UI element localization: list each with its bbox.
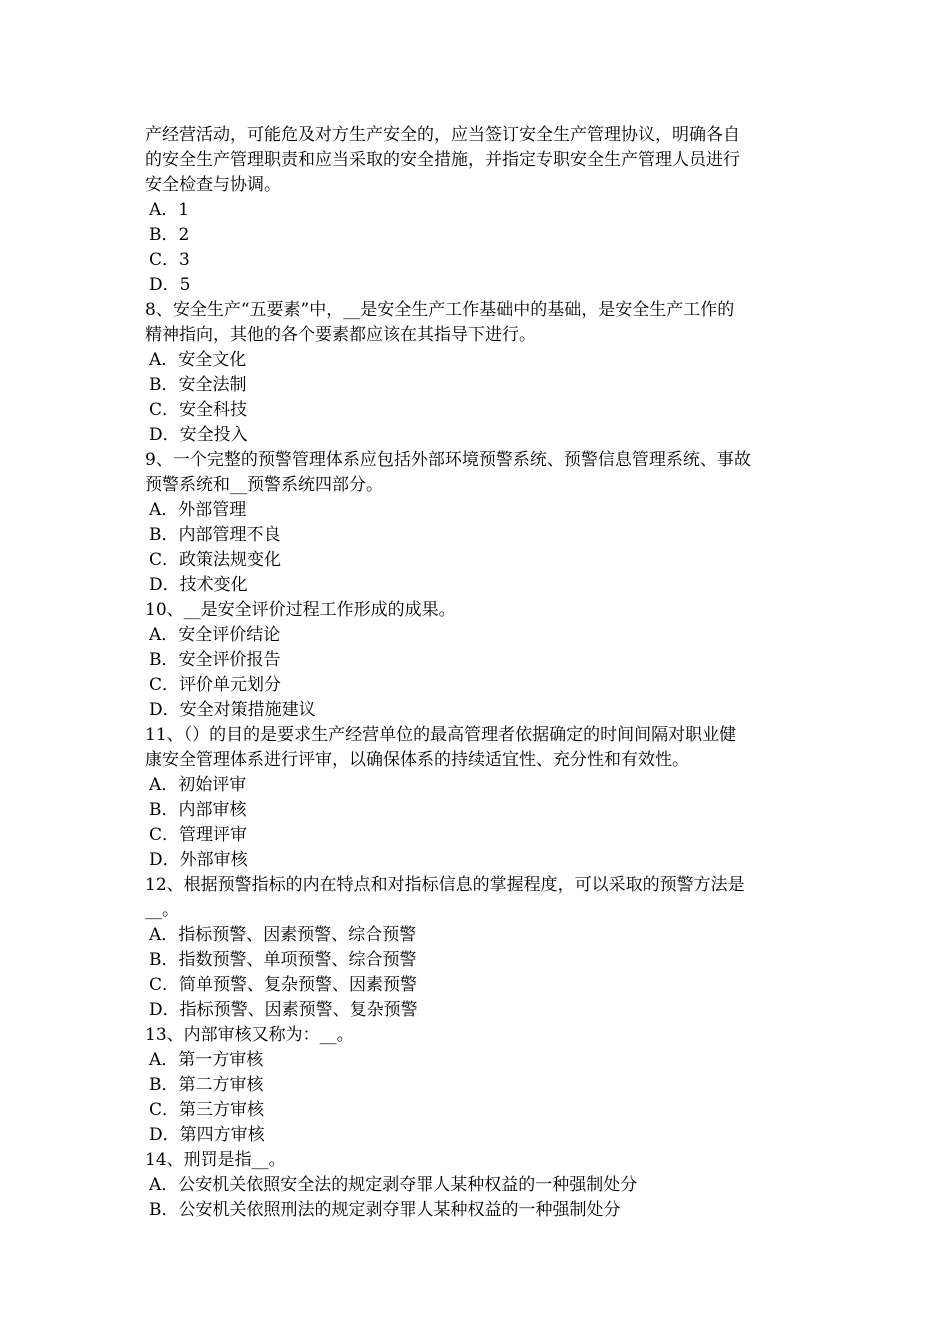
option-a: A．指标预警、因素预警、综合预警 xyxy=(149,925,417,945)
option-a: A．安全文化 xyxy=(149,350,247,370)
option-b: B．2 xyxy=(149,225,190,245)
option-c: C．管理评审 xyxy=(149,825,248,845)
question-11-text: 康安全管理体系进行评审，以确保体系的持续适宜性、充分性和有效性。 xyxy=(145,750,689,770)
option-c: C．3 xyxy=(149,250,190,270)
option-d: D．安全投入 xyxy=(149,425,248,445)
option-d: D．第四方审核 xyxy=(149,1125,265,1145)
question-8-text: 8、安全生产“五要素”中，__是安全生产工作基础中的基础，是安全生产工作的 xyxy=(145,300,735,320)
question-9-text: 预警系统和__预警系统四部分。 xyxy=(145,475,383,495)
option-a: A．外部管理 xyxy=(149,500,247,520)
option-c: C．政策法规变化 xyxy=(149,550,282,570)
document-page xyxy=(145,123,810,1223)
option-a: A．安全评价结论 xyxy=(149,625,281,645)
option-b: B．安全评价报告 xyxy=(149,650,281,670)
intro-line: 安全检查与协调。 xyxy=(145,175,281,195)
option-b: B．第二方审核 xyxy=(149,1075,264,1095)
option-b: B．指数预警、单项预警、综合预警 xyxy=(149,950,417,970)
option-a: A．1 xyxy=(149,200,190,220)
option-a: A．公安机关依照安全法的规定剥夺罪人某种权益的一种强制处分 xyxy=(149,1175,638,1195)
option-a: A．初始评审 xyxy=(149,775,247,795)
question-8-text: 精神指向，其他的各个要素都应该在其指导下进行。 xyxy=(145,325,536,345)
option-d: D．指标预警、因素预警、复杂预警 xyxy=(149,1000,418,1020)
question-14-text: 14、刑罚是指__。 xyxy=(145,1150,286,1170)
question-11-text: 11、（）的目的是要求生产经营单位的最高管理者依据确定的时间间隔对职业健 xyxy=(145,725,737,745)
option-b: B．内部审核 xyxy=(149,800,247,820)
option-c: C．评价单元划分 xyxy=(149,675,282,695)
question-12-text: 12、根据预警指标的内在特点和对指标信息的掌握程度，可以采取的预警方法是 xyxy=(145,875,745,895)
option-b: B．安全法制 xyxy=(149,375,247,395)
question-12-text: __。 xyxy=(145,900,179,920)
option-b: B．内部管理不良 xyxy=(149,525,281,545)
option-d: D．安全对策措施建议 xyxy=(149,700,316,720)
question-13-text: 13、内部审核又称为：__。 xyxy=(145,1025,354,1045)
option-d: D．外部审核 xyxy=(149,850,248,870)
option-d: D．5 xyxy=(149,275,191,295)
option-c: C．简单预警、复杂预警、因素预警 xyxy=(149,975,418,995)
option-c: C．第三方审核 xyxy=(149,1100,265,1120)
option-c: C．安全科技 xyxy=(149,400,248,420)
intro-line: 产经营活动，可能危及对方生产安全的，应当签订安全生产管理协议，明确各自 xyxy=(145,125,740,145)
question-10-text: 10、__是安全评价过程工作形成的成果。 xyxy=(145,600,456,620)
option-a: A．第一方审核 xyxy=(149,1050,264,1070)
question-9-text: 9、一个完整的预警管理体系应包括外部环境预警系统、预警信息管理系统、事故 xyxy=(145,450,751,470)
intro-line: 的安全生产管理职责和应当采取的安全措施，并指定专职安全生产管理人员进行 xyxy=(145,150,740,170)
option-b: B．公安机关依照刑法的规定剥夺罪人某种权益的一种强制处分 xyxy=(149,1200,621,1220)
option-d: D．技术变化 xyxy=(149,575,248,595)
